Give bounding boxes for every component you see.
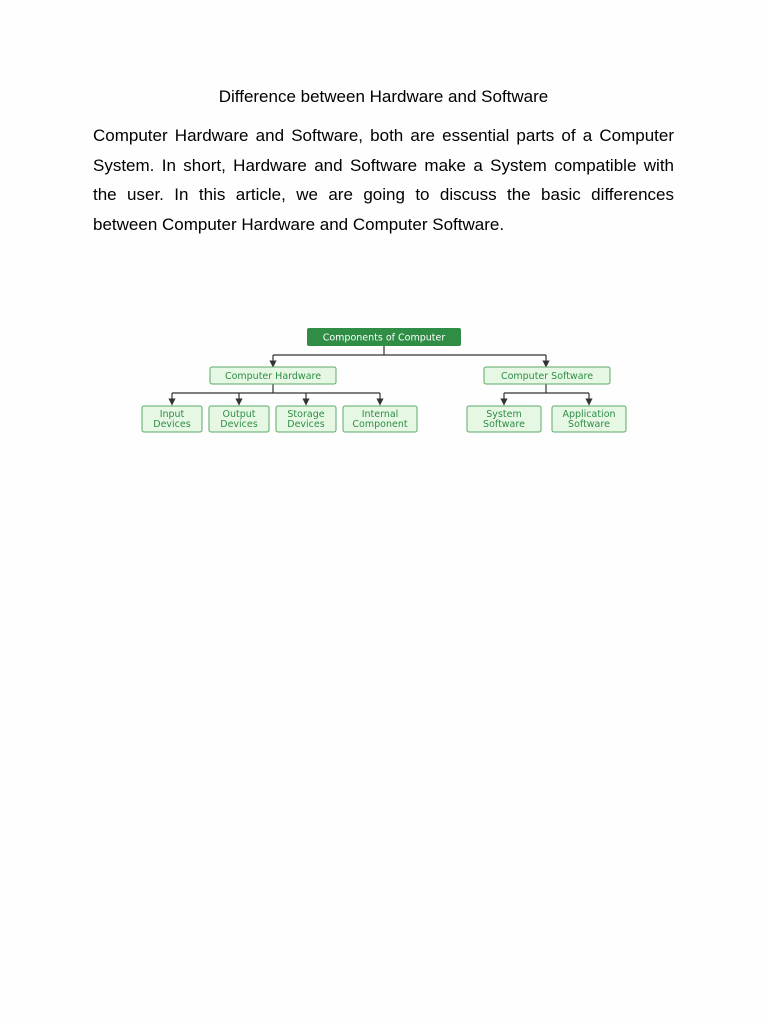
software-node-label: Computer Software [500, 371, 594, 382]
system-software-node [467, 406, 541, 432]
input-devices-label-line1: Input [159, 409, 185, 420]
hardware-node [210, 367, 336, 384]
output-devices-node [209, 406, 269, 432]
application-software-label-line1: Application [562, 409, 616, 420]
root-node [307, 328, 461, 346]
application-software-node [552, 406, 626, 432]
internal-component-label-line1: Internal [361, 409, 399, 420]
input-devices-label-line2: Devices [153, 419, 191, 430]
document-title: Difference between Hardware and Software [218, 87, 549, 106]
storage-devices-node [276, 406, 336, 432]
storage-devices-label-line2: Devices [287, 419, 325, 430]
root-node-label: Components of Computer [322, 332, 446, 344]
application-software-label-line2: Software [568, 419, 610, 430]
output-devices-label-line2: Devices [220, 419, 258, 430]
software-node [484, 367, 610, 384]
internal-component-label-line2: Component [352, 419, 408, 430]
storage-devices-label-line1: Storage [287, 409, 325, 420]
system-software-label-line1: System [486, 409, 522, 420]
system-software-label-line2: Software [483, 419, 525, 430]
output-devices-label-line1: Output [222, 409, 256, 420]
hardware-node-label: Computer Hardware [224, 371, 322, 382]
input-devices-node [142, 406, 202, 432]
internal-component-node [343, 406, 417, 432]
components-diagram [138, 325, 632, 437]
document-paragraph: Computer Hardware and Software, both are essential parts of a Computer System. In short, Hardware and Software make a System compatible with the user. In this article, we are going to discuss the basic differences between Computer Hardware and Computer Software. [93, 126, 674, 234]
